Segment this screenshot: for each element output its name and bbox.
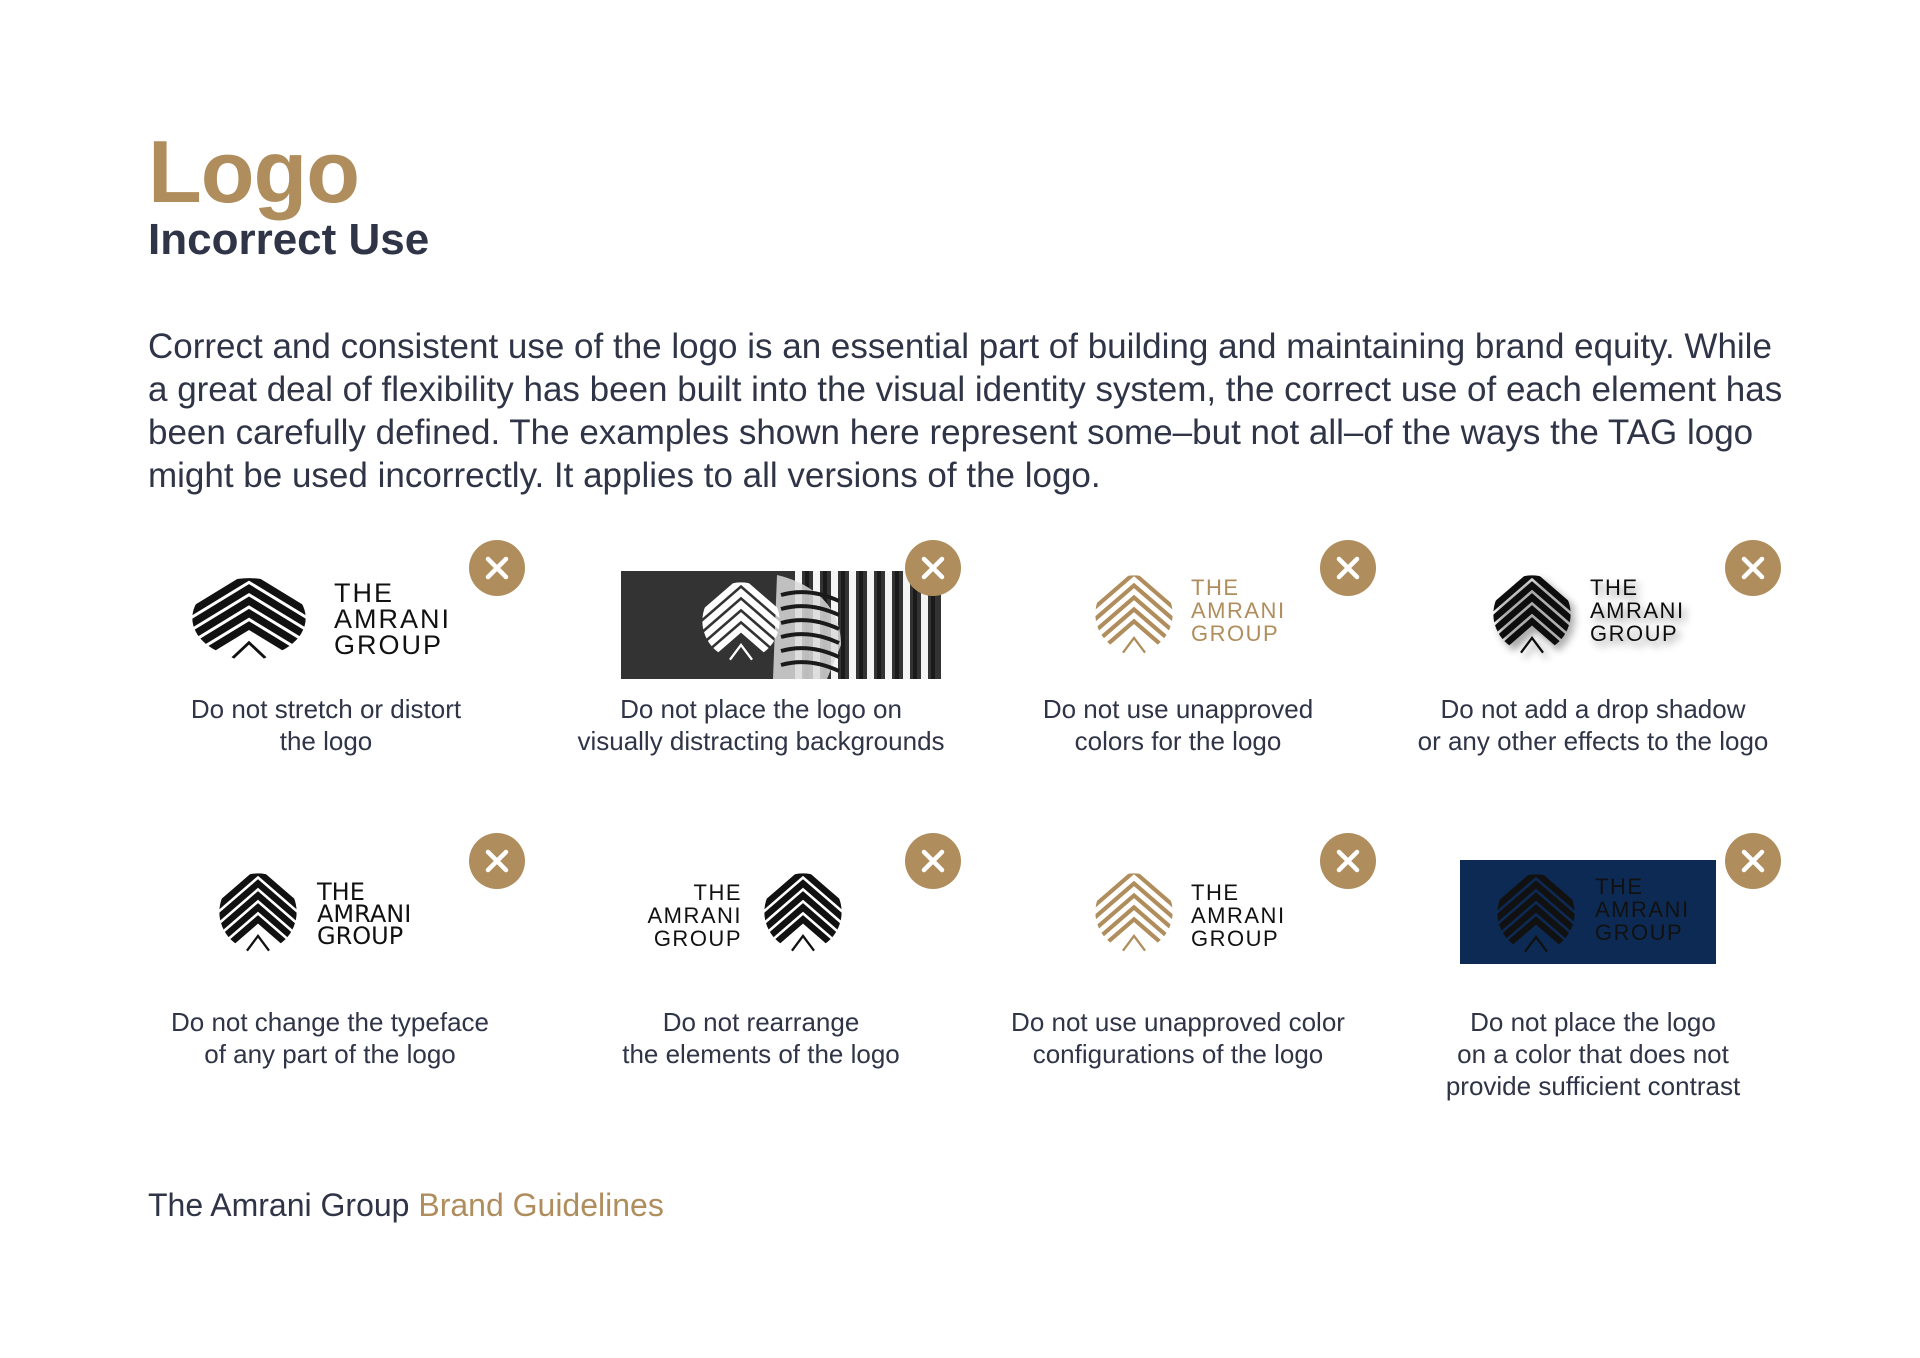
logo-inner-chevron <box>247 936 269 951</box>
zebra-stripe <box>867 571 874 679</box>
example-card-typeface <box>110 828 550 1148</box>
wordmark-line-2: AMRANI <box>334 604 452 634</box>
intro-paragraph: Correct and consistent use of the logo is an essential part of building and maintaining brand equity. While a great deal of flexibility has been built into the visual identity system, the correct use of each element has been carefully defined. The examples shown here represent some–but not all–of the ways the TAG logo might be used incorrectly. It applies to all versions of the logo. <box>148 327 1783 495</box>
logo-chevron-stroke <box>1477 609 1587 657</box>
wordmark-line-3: GROUP <box>334 630 444 660</box>
logo-wordmark <box>316 878 411 950</box>
caption-line: Do not use unapproved color <box>1011 1007 1345 1037</box>
wordmark-line-2: AMRANI <box>1590 598 1685 623</box>
zebra-stripe <box>885 571 892 679</box>
incorrect-x-icon <box>1725 833 1781 889</box>
zebra-stripe <box>895 571 899 679</box>
wordmark-line-3: GROUP <box>317 922 404 950</box>
logo-chevron-stroke <box>1079 919 1189 967</box>
example-caption <box>541 1006 981 1070</box>
caption-line: visually distracting backgrounds <box>577 726 945 756</box>
page-footer <box>148 1185 664 1225</box>
page-title: Logo <box>148 122 360 221</box>
incorrect-x-icon <box>1725 540 1781 596</box>
logo-chevron-stroke <box>748 907 858 955</box>
caption-line: Do not use unapproved <box>1042 694 1314 724</box>
logo-chevron-stroke <box>168 626 330 675</box>
caption-line: the logo <box>279 726 373 756</box>
wordmark-line-1: THE <box>317 878 365 906</box>
logo-chevron-stroke <box>203 919 313 967</box>
logo-chevron-stroke <box>168 613 330 662</box>
logo-mark <box>203 872 313 968</box>
wordmark-line-2: AMRANI <box>317 900 412 928</box>
wordmark-line-2: AMRANI <box>1595 897 1690 922</box>
example-caption <box>110 1006 550 1070</box>
footer-brand: The Amrani Group <box>148 1187 410 1223</box>
wordmark-line-3: GROUP <box>1191 926 1280 951</box>
wordmark-line-3: GROUP <box>1191 621 1280 646</box>
zebra-stripe <box>877 571 881 679</box>
footer-section: Brand Guidelines <box>418 1187 664 1223</box>
logo-inner-chevron <box>792 936 814 951</box>
incorrect-x-icon <box>905 540 961 596</box>
zebra-stripe <box>841 571 845 679</box>
wordmark-line-2: AMRANI <box>1191 598 1286 623</box>
caption-line: the elements of the logo <box>622 1039 900 1069</box>
caption-line: on a color that does not <box>1457 1039 1729 1069</box>
caption-line: colors for the logo <box>1074 726 1282 756</box>
caption-line: Do not add a drop shadow <box>1440 694 1746 724</box>
example-caption <box>541 693 981 757</box>
incorrect-x-icon <box>469 540 525 596</box>
logo-mark <box>1477 574 1587 670</box>
caption-line: Do not stretch or distort <box>190 694 462 724</box>
example-card-stretch <box>106 535 546 855</box>
wordmark-line-3: GROUP <box>1590 621 1679 646</box>
wordmark-line-1: THE <box>1590 575 1639 600</box>
example-card-rearrange <box>541 828 981 1148</box>
example-caption <box>958 693 1398 757</box>
logo-inner-chevron <box>233 643 265 658</box>
caption-line: Do not place the logo on <box>620 694 902 724</box>
example-caption <box>1373 693 1813 757</box>
logo-mark <box>1079 574 1189 670</box>
logo-wordmark <box>1191 575 1286 646</box>
wordmark-line-3: GROUP <box>653 926 742 951</box>
logo-inner-chevron <box>1521 638 1543 653</box>
page-subtitle: Incorrect Use <box>148 215 430 264</box>
caption-line: configurations of the logo <box>1032 1039 1324 1069</box>
logo-inner-chevron <box>1123 936 1145 951</box>
logo-wordmark <box>1590 575 1685 646</box>
wordmark-line-1: THE <box>1191 880 1240 905</box>
wordmark-line-1: THE <box>334 578 394 608</box>
example-caption <box>958 1006 1398 1070</box>
logo-chevron-stroke <box>1079 621 1189 669</box>
logo-mark <box>1079 872 1189 968</box>
caption-line: of any part of the logo <box>204 1039 456 1069</box>
logo-chevron-stroke <box>203 907 313 955</box>
caption-line: Do not rearrange <box>662 1007 860 1037</box>
wordmark-line-2: AMRANI <box>647 903 742 928</box>
incorrect-x-icon <box>1320 540 1376 596</box>
example-card-color-configuration <box>958 828 1398 1148</box>
logo-mark <box>168 576 330 675</box>
incorrect-x-icon <box>1320 833 1376 889</box>
example-card-distracting-background <box>541 535 981 855</box>
logo-chevron-stroke <box>1079 907 1189 955</box>
logo-wordmark <box>334 578 451 660</box>
caption-line: Do not place the logo <box>1470 1007 1716 1037</box>
logo-chevron-stroke <box>1477 621 1587 669</box>
logo-chevron-stroke <box>1079 609 1189 657</box>
wordmark-line-3: GROUP <box>1595 920 1684 945</box>
logo-wordmark <box>647 880 742 951</box>
logo-wordmark <box>1191 880 1286 951</box>
zebra-stripe <box>859 571 863 679</box>
caption-line: provide sufficient contrast <box>1445 1071 1741 1101</box>
example-card-drop-shadow <box>1373 535 1813 855</box>
caption-line: Do not change the typeface <box>170 1007 489 1037</box>
zebra-stripe <box>849 571 856 679</box>
wordmark-line-2: AMRANI <box>1191 903 1286 928</box>
logo-inner-chevron <box>1123 638 1145 653</box>
example-card-unapproved-colors <box>958 535 1398 855</box>
logo-mark <box>748 872 858 968</box>
wordmark-line-1: THE <box>693 880 742 905</box>
example-card-low-contrast <box>1373 828 1813 1148</box>
wordmark-line-1: THE <box>1595 874 1644 899</box>
caption-line: or any other effects to the logo <box>1417 726 1769 756</box>
example-caption <box>1373 1006 1813 1102</box>
incorrect-x-icon <box>469 833 525 889</box>
wordmark-line-1: THE <box>1191 575 1240 600</box>
logo-chevron-stroke <box>748 919 858 967</box>
example-caption <box>106 693 546 757</box>
incorrect-x-icon <box>905 833 961 889</box>
